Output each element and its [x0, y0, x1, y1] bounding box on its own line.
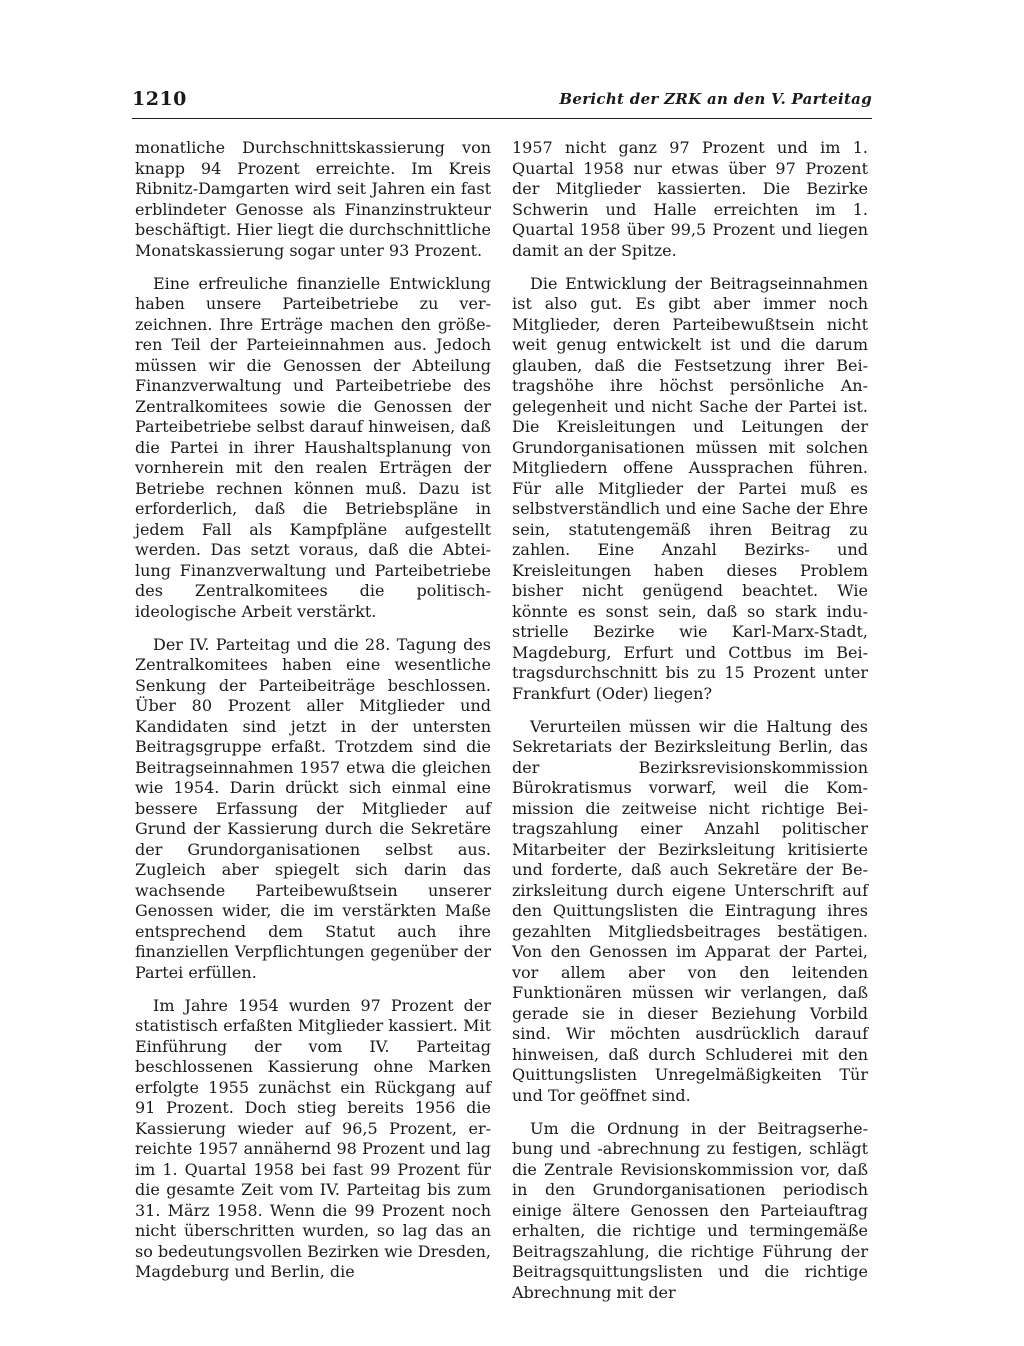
page-number: 1210	[132, 88, 187, 110]
paragraph: Im Jahre 1954 wurden 97 Prozent der statistisch erfaßten Mitglieder kassiert. Mit Einführung der vom IV. Parteitag beschlossenen Kassierung ohne Marken erfolgte 1955 zunächst ein Rückgang auf 91 Prozent. Doch stieg bereits 1956 die Kassierung wieder auf 96,5 Prozent, erreichte 1957 annähernd 98 Prozent und lag im 1. Quartal 1958 bei fast 99 Prozent für die gesamte Zeit vom IV. Parteitag bis zum 31. März 1958. Wenn die 99 Prozent noch nicht überschritten wurden, so lag das an so bedeutungsvollen Bezirken wie Dresden, Magdeburg und Berlin, die	[135, 995, 491, 1281]
right-column	[512, 138, 868, 1316]
header-rule	[132, 118, 872, 119]
paragraph: Eine erfreuliche finanzielle Entwicklung haben unsere Parteibetriebe zu verzeichnen. Ihre Erträge machen den größeren Teil der Parteieinnahmen aus. Jedoch müssen wir die Genossen der Abteilung Finanzverwaltung und Parteibetriebe des Zentralkomitees sowie die Genossen der Parteibetriebe selbst darauf hinweisen, daß die Partei in ihrer Haushaltsplanung von vornherein mit den realen Erträgen der Betriebe rechnen können muß. Dazu ist erforderlich, daß die Betriebspläne in jedem Fall als Kampfpläne aufgestellt werden. Das setzt voraus, daß die Abteilung Finanzverwaltung und Parteibetriebe des Zentralkomitees die politisch-ideologische Arbeit verstärkt.	[135, 273, 491, 621]
paragraph: Um die Ordnung in der Beitragserhebung und -abrechnung zu festigen, schlägt die Zentrale Revisionskommission vor, daß in den Grundorganisationen periodisch einige ältere Genossen den Parteiauftrag erhalten, die richtige und termingemäße Beitragszahlung, die richtige Führung der Beitragsquittungslisten und die richtige Abrechnung mit der	[512, 1118, 868, 1302]
paragraph: Der IV. Parteitag und die 28. Tagung des Zentralkomitees haben eine wesentliche Senkung der Parteibeiträge beschlossen. Über 80 Prozent aller Mitglieder und Kandidaten sind jetzt in der untersten Beitragsgruppe erfaßt. Trotzdem sind die Beitragseinnahmen 1957 etwa die gleichen wie 1954. Darin drückt sich einmal eine bessere Erfassung der Mitglieder auf Grund der Kassierung durch die Sekretäre der Grundorganisationen selbst aus. Zugleich aber spiegelt sich darin das wachsende Parteibewußtsein unserer Genossen wider, die im verstärkten Maße entsprechend dem Statut auch ihre finanziellen Verpflichtungen gegenüber der Partei erfüllen.	[135, 634, 491, 982]
left-column	[135, 138, 491, 1295]
paragraph: monatliche Durchschnittskassierung von knapp 94 Prozent erreichte. Im Kreis Ribnitz-Damgarten wird seit Jahren ein fast erblindeter Genosse als Finanzinstrukteur beschäftigt. Hier liegt die durchschnittliche Monatskassierung sogar unter 93 Prozent.	[135, 138, 491, 260]
paragraph: Die Entwicklung der Beitragseinnahmen ist also gut. Es gibt aber immer noch Mitglieder, deren Parteibewußtsein nicht weit genug entwickelt ist und die darum glauben, daß die Festsetzung ihrer Beitragshöhe ihre höchst persönliche Angelegenheit und nicht Sache der Partei ist. Die Kreisleitungen und Leitungen der Grundorganisationen müssen mit solchen Mitgliedern offene Aussprachen führen. Für alle Mitglieder der Partei muß es selbstverständlich und eine Sache der Ehre sein, statutengemäß ihren Beitrag zu zahlen. Eine Anzahl Bezirks- und Kreisleitungen haben dieses Problem bisher nicht genügend beachtet. Wie könnte es sonst sein, daß so stark industrielle Bezirke wie Karl-Marx-Stadt, Magdeburg, Erfurt und Cottbus im Beitragsdurchschnitt bis zu 15 Prozent unter Frankfurt (Oder) liegen?	[512, 273, 868, 703]
running-head: Bericht der ZRK an den V. Parteitag	[559, 90, 872, 108]
paragraph: Verurteilen müssen wir die Haltung des Sekretariats der Bezirksleitung Berlin, das der Bezirksrevisionskommission Bürokratismus vorwarf, weil die Kommission die zeitweise nicht richtige Beitragszahlung einer Anzahl politischer Mitarbeiter der Bezirksleitung kritisierte und forderte, daß auch Sekretäre der Bezirksleitung durch eigene Unterschrift auf den Quittungslisten die Eintragung ihres gezahlten Mitgliedsbeitrages bestätigen. Von den Genossen im Apparat der Partei, vor allem aber von den leitenden Funktionären müssen wir verlangen, daß gerade sie in dieser Beziehung Vorbild sind. Wir möchten ausdrücklich darauf hinweisen, daß durch Schluderei mit den Quittungslisten Unregelmäßigkeiten Tür und Tor geöffnet sind.	[512, 716, 868, 1105]
paragraph: 1957 nicht ganz 97 Prozent und im 1. Quartal 1958 nur etwas über 97 Prozent der Mitglieder kassierten. Die Bezirke Schwerin und Halle erreichten im 1. Quartal 1958 über 99,5 Prozent und liegen damit an der Spitze.	[512, 138, 868, 260]
